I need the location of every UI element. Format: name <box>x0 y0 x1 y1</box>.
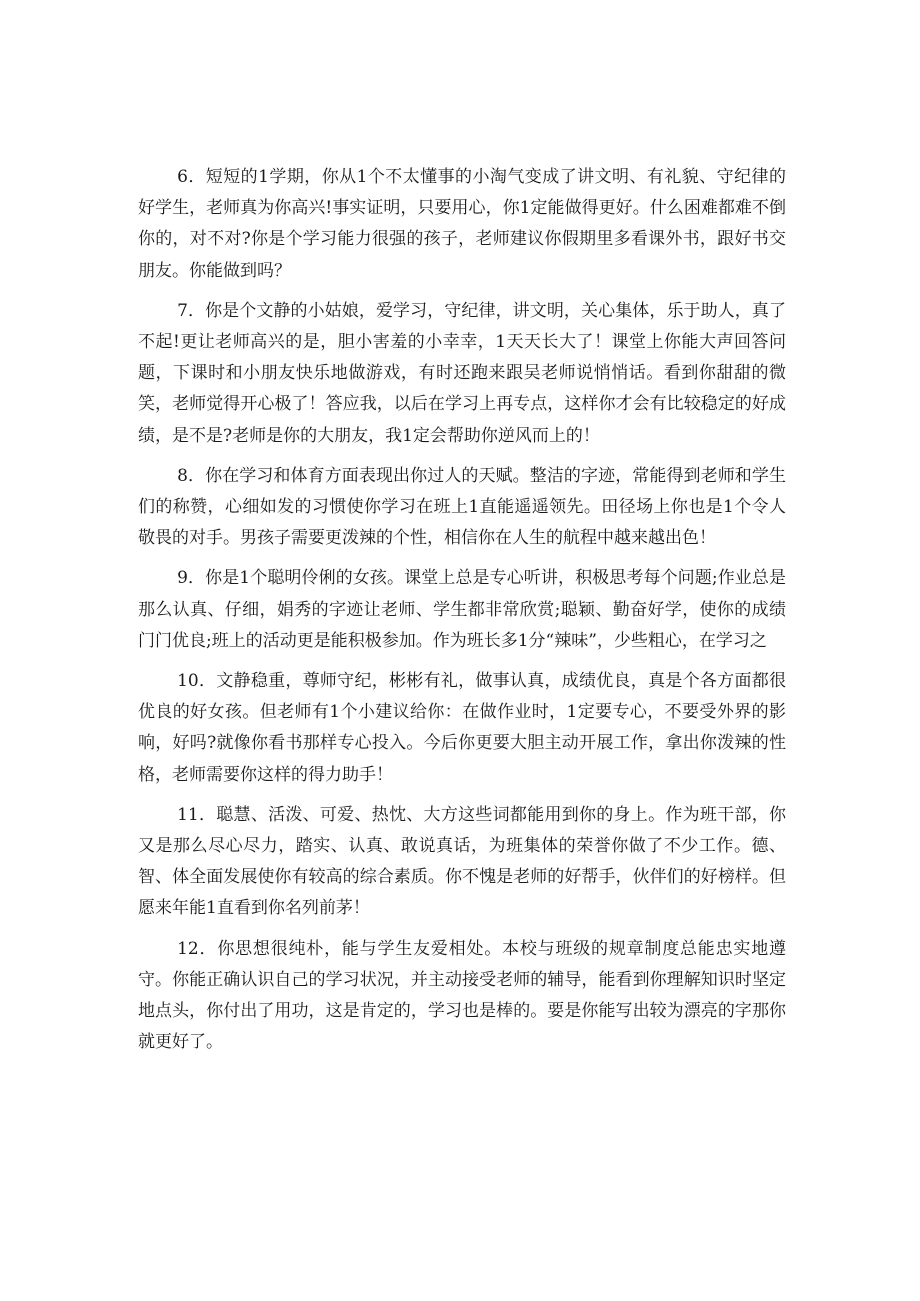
paragraph-12: 12．你思想很纯朴，能与学生友爱相处。本校与班级的规章制度总能忠实地遵守。你能正确认识自己的学习状况，并主动接受老师的辅导，能看到你理解知识时坚定地点头，你付出了用功，这是肯定的，学习也是棒的。要是你能写出较为漂亮的字那你就更好了。 <box>138 938 786 1053</box>
paragraph-7: 7．你是个文静的小姑娘，爱学习，守纪律，讲文明，关心集体，乐于助人，真了不起!更让老师高兴的是，胆小害羞的小幸幸，1天天长大了！课堂上你能大声回答问题，下课时和小朋友快乐地做游戏，有时还跑来跟吴老师说悄悄话。看到你甜甜的微笑，老师觉得开心极了！答应我，以后在学习上再专点，这样你才会有比较稳定的好成绩，是不是?老师是你的大朋友，我1定会帮助你逆风而上的！ <box>138 300 786 446</box>
paragraph-8: 8．你在学习和体育方面表现出你过人的天赋。整洁的字迹，常能得到老师和学生们的称赞，心细如发的习惯使你学习在班上1直能遥遥领先。田径场上你也是1个令人敬畏的对手。男孩子需要更泼辣的个性，相信你在人生的航程中越来越出色！ <box>138 465 786 549</box>
paragraph-6: 6．短短的1学期，你从1个不太懂事的小淘气变成了讲文明、有礼貌、守纪律的好学生，老师真为你高兴!事实证明，只要用心，你1定能做得更好。什么困难都难不倒你的，对不对?你是个学习能力很强的孩子，老师建议你假期里多看课外书，跟好书交朋友。你能做到吗？ <box>138 167 786 281</box>
paragraph-10: 10．文静稳重，尊师守纪，彬彬有礼，做事认真，成绩优良，真是个各方面都很优良的好女孩。但老师有1个小建议给你：在做作业时，1定要专心，不要受外界的影响，好吗?就像你看书那样专心投入。今后你更要大胆主动开展工作，拿出你泼辣的性格，老师需要你这样的得力助手！ <box>138 671 786 785</box>
paragraph-9: 9．你是1个聪明伶俐的女孩。课堂上总是专心听讲，积极思考每个问题;作业总是那么认真、仔细，娟秀的字迹让老师、学生都非常欣赏;聪颖、勤奋好学，使你的成绩门门优良;班上的活动更是能积极参加。作为班长多1分“辣味”，少些粗心，在学习之 <box>138 568 786 651</box>
paragraph-11: 11．聪慧、活泼、可爱、热忱、大方这些词都能用到你的身上。作为班干部，你又是那么尽心尽力，踏实、认真、敢说真话，为班集体的荣誉你做了不少工作。德、智、体全面发展使你有较高的综合素质。你不愧是老师的好帮手，伙伴们的好榜样。但愿来年能1直看到你名列前茅！ <box>138 804 786 919</box>
document-body <box>138 162 786 1067</box>
